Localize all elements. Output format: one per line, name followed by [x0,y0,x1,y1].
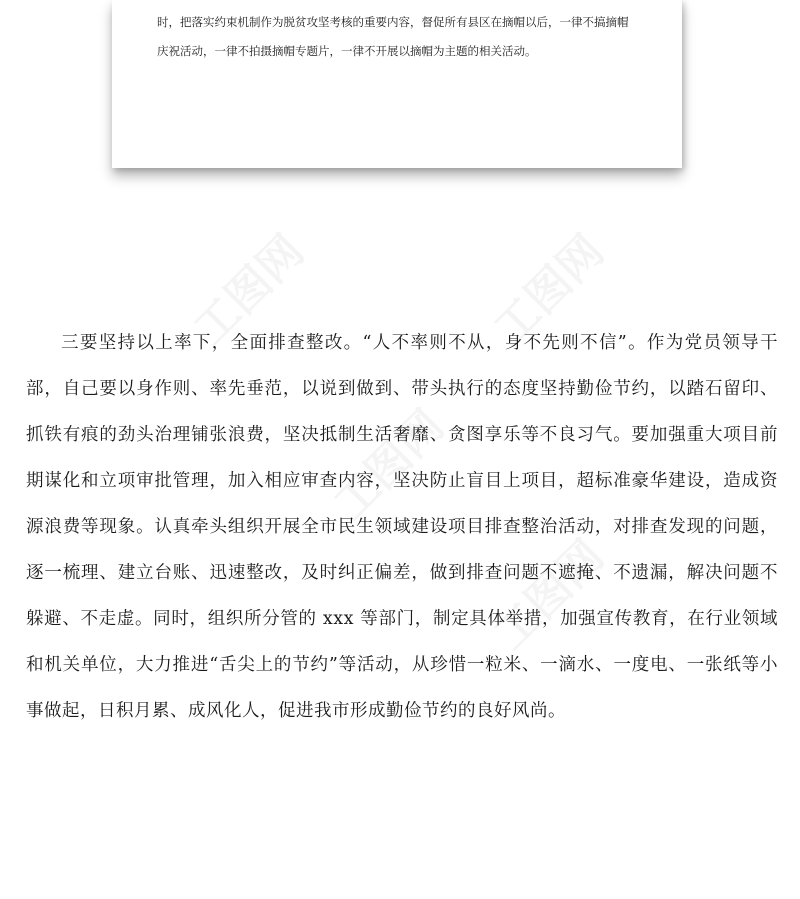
body-paragraph: 三要坚持以上率下，全面排查整改。“人不率则不从，身不先则不信”。作为党员领导干部，自己要以身作则、率先垂范，以说到做到、带头执行的态度坚持勤俭节约，以踏石留印、抓铁有痕的劲头治理铺张浪费，坚决抵制生活奢靡、贪图享乐等不良习气。要加强重大项目前期谋化和立项审批管理，加入相应审查内容，坚决防止盲目上项目，超标准豪华建设，造成资源浪费等现象。认真牵头组织开展全市民生领域建设项目排查整治活动，对排查发现的问题，逐一梳理、建立台账、迅速整改，及时纠正偏差，做到排查问题不遮掩、不遗漏，解决问题不躲避、不走虚。同时，组织所分管的 xxx 等部门，制定具体举措，加强宣传教育，在行业领域和机关单位，大力推进“舌尖上的节约”等活动，从珍惜一粒米、一滴水、一度电、一张纸等小事做起，日积月累、成风化人，促进我市形成勤俭节约的良好风尚。 [26,333,778,721]
card-text [157,8,657,66]
document-card [112,0,682,168]
card-line: 庆祝活动，一律不拍摄摘帽专题片，一律不开展以摘帽为主题的相关活动。 [157,44,537,58]
card-line: 时，把落实约束机制作为脱贫攻坚考核的重要内容，督促所有县区在摘帽以后，一律不搞摘帽 [157,15,629,29]
